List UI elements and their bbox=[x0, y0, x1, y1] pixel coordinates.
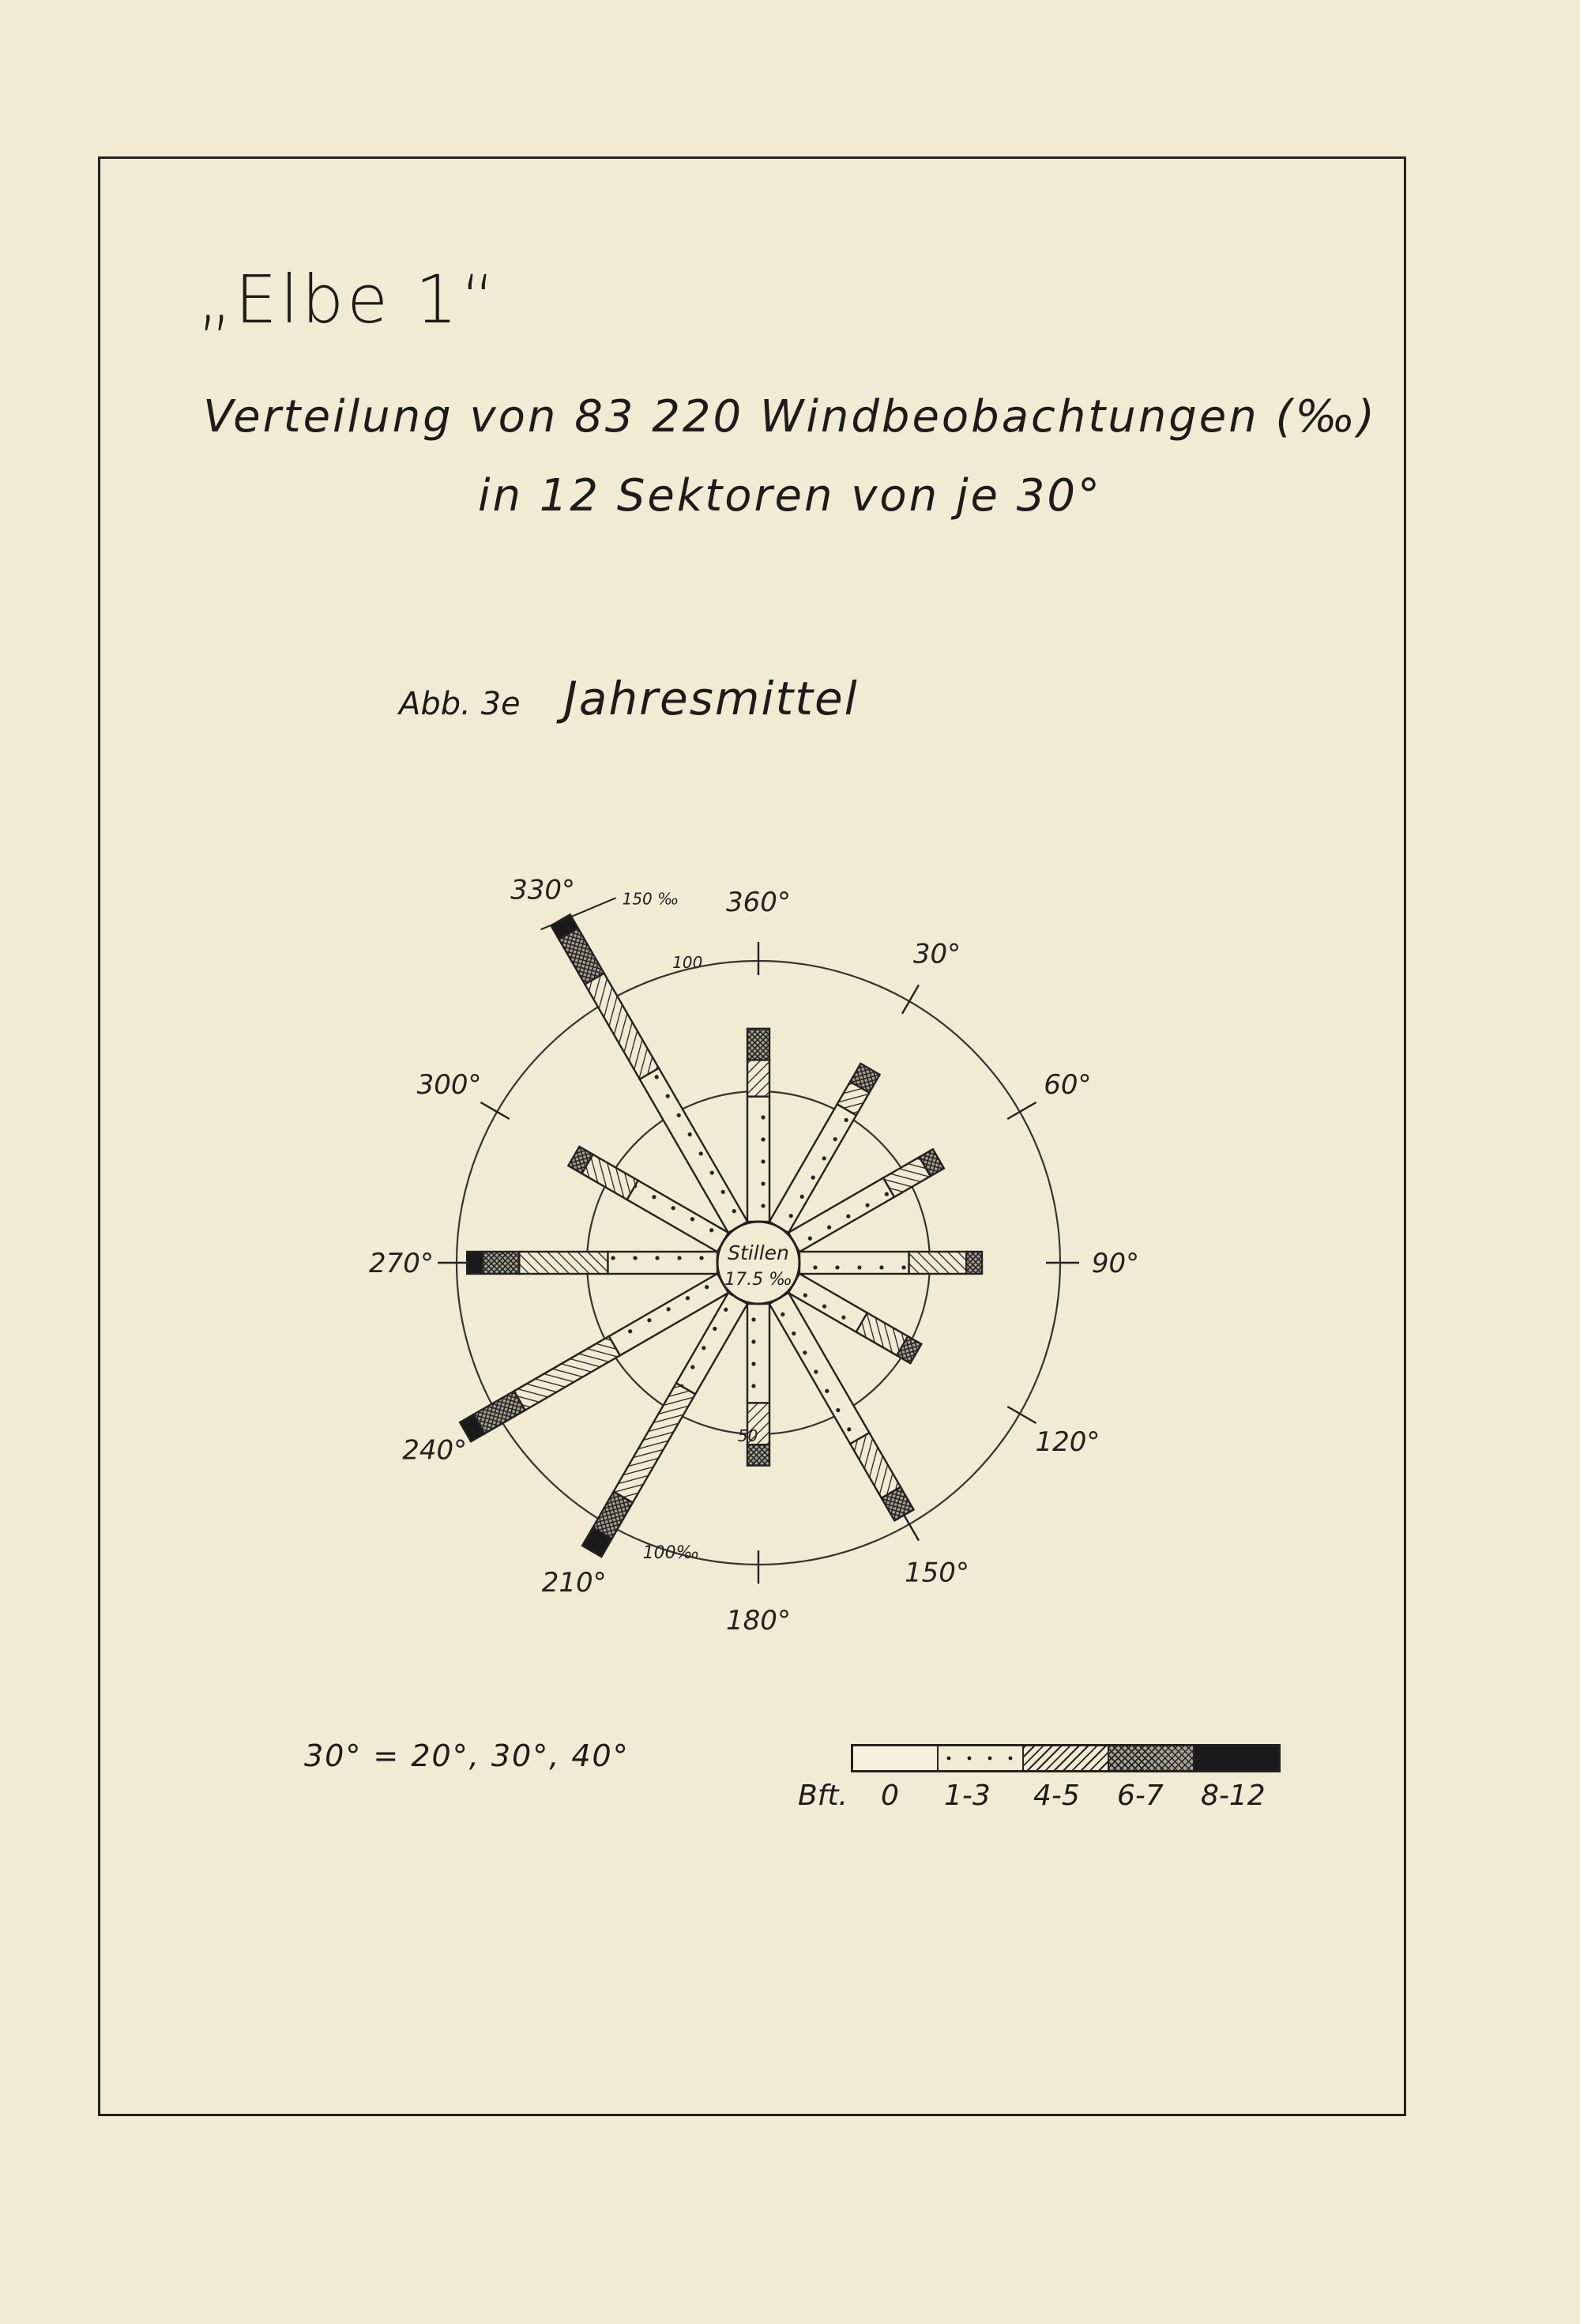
direction-label-30: 30° bbox=[912, 938, 961, 970]
bar-segment-90-class-3 bbox=[966, 1252, 982, 1274]
legend-label-4-5: 4-5 bbox=[1033, 1780, 1080, 1812]
legend-swatch-bft-0 bbox=[853, 1746, 939, 1770]
bar-segment-240-class-2 bbox=[514, 1336, 620, 1411]
legend-prefix: Bft. bbox=[798, 1780, 848, 1812]
bar-270 bbox=[467, 1252, 717, 1274]
subtitle-line-1: Verteilung von 83 220 Windbeobachtungen (‰) bbox=[203, 391, 1377, 443]
calm-value: 17.5 ‰ bbox=[724, 1270, 792, 1290]
bar-240 bbox=[460, 1274, 728, 1441]
direction-label-270: 270° bbox=[369, 1248, 434, 1279]
direction-label-120: 120° bbox=[1035, 1426, 1100, 1458]
bar-segment-360-class-1 bbox=[747, 1097, 769, 1222]
bar-360 bbox=[747, 1029, 769, 1222]
legend-label-6-7: 6-7 bbox=[1117, 1780, 1164, 1812]
bar-segment-330-class-2 bbox=[585, 974, 659, 1079]
bar-segment-90-class-1 bbox=[799, 1252, 909, 1274]
legend-label-8-12: 8-12 bbox=[1201, 1780, 1266, 1812]
legend-swatch-bft-8-12 bbox=[1194, 1746, 1278, 1770]
beaufort-legend-bar bbox=[851, 1744, 1281, 1772]
sector-note: 30° = 20°, 30°, 40° bbox=[304, 1738, 630, 1773]
figure-title: Jahresmittel bbox=[563, 672, 859, 725]
bar-segment-90-class-2 bbox=[909, 1252, 967, 1274]
direction-label-60: 60° bbox=[1044, 1069, 1092, 1101]
bar-segment-150-class-2 bbox=[850, 1433, 901, 1498]
bar-segment-270-class-3 bbox=[483, 1252, 519, 1274]
ring-label-50: 50 bbox=[737, 1426, 758, 1446]
legend-label-1-3: 1-3 bbox=[944, 1780, 991, 1812]
ring-label-100-permille: 100‰ bbox=[642, 1543, 700, 1564]
bar-210 bbox=[582, 1293, 747, 1557]
bar-330 bbox=[551, 914, 747, 1233]
bar-segment-270-class-4 bbox=[467, 1252, 483, 1274]
bar-segment-330-class-3 bbox=[559, 928, 604, 984]
legend-label-0: 0 bbox=[881, 1780, 899, 1812]
bar-segment-300-class-2 bbox=[581, 1154, 638, 1200]
page-title: „Elbe 1“ bbox=[198, 261, 498, 338]
direction-label-210: 210° bbox=[541, 1567, 607, 1599]
calm-label: Stillen bbox=[728, 1241, 789, 1264]
figure-label: Abb. 3e bbox=[399, 686, 521, 722]
direction-label-330: 330° bbox=[510, 874, 576, 906]
legend-swatch-bft-1-3 bbox=[939, 1746, 1024, 1770]
direction-label-150: 150° bbox=[905, 1557, 969, 1589]
subtitle-line-2: in 12 Sektoren von je 30° bbox=[477, 470, 1103, 522]
bar-segment-270-class-2 bbox=[519, 1252, 608, 1274]
ring-label-100: 100 bbox=[672, 953, 703, 973]
bar-90 bbox=[799, 1252, 982, 1274]
bar-segment-210-class-2 bbox=[614, 1383, 695, 1502]
direction-label-180: 180° bbox=[726, 1605, 791, 1637]
scale-label: 150 ‰ bbox=[622, 889, 679, 909]
bar-segment-270-class-1 bbox=[608, 1252, 717, 1274]
direction-label-240: 240° bbox=[402, 1434, 468, 1467]
bar-segment-360-class-2 bbox=[747, 1060, 769, 1096]
bar-segment-180-class-1 bbox=[747, 1304, 769, 1403]
direction-label-90: 90° bbox=[1091, 1248, 1140, 1279]
direction-label-360: 360° bbox=[726, 887, 791, 918]
bar-segment-360-class-3 bbox=[747, 1029, 769, 1060]
legend-swatch-bft-6-7 bbox=[1109, 1746, 1194, 1770]
direction-label-300: 300° bbox=[416, 1069, 482, 1101]
bar-segment-180-class-3 bbox=[747, 1444, 769, 1465]
legend-swatch-bft-4-5 bbox=[1024, 1746, 1109, 1770]
